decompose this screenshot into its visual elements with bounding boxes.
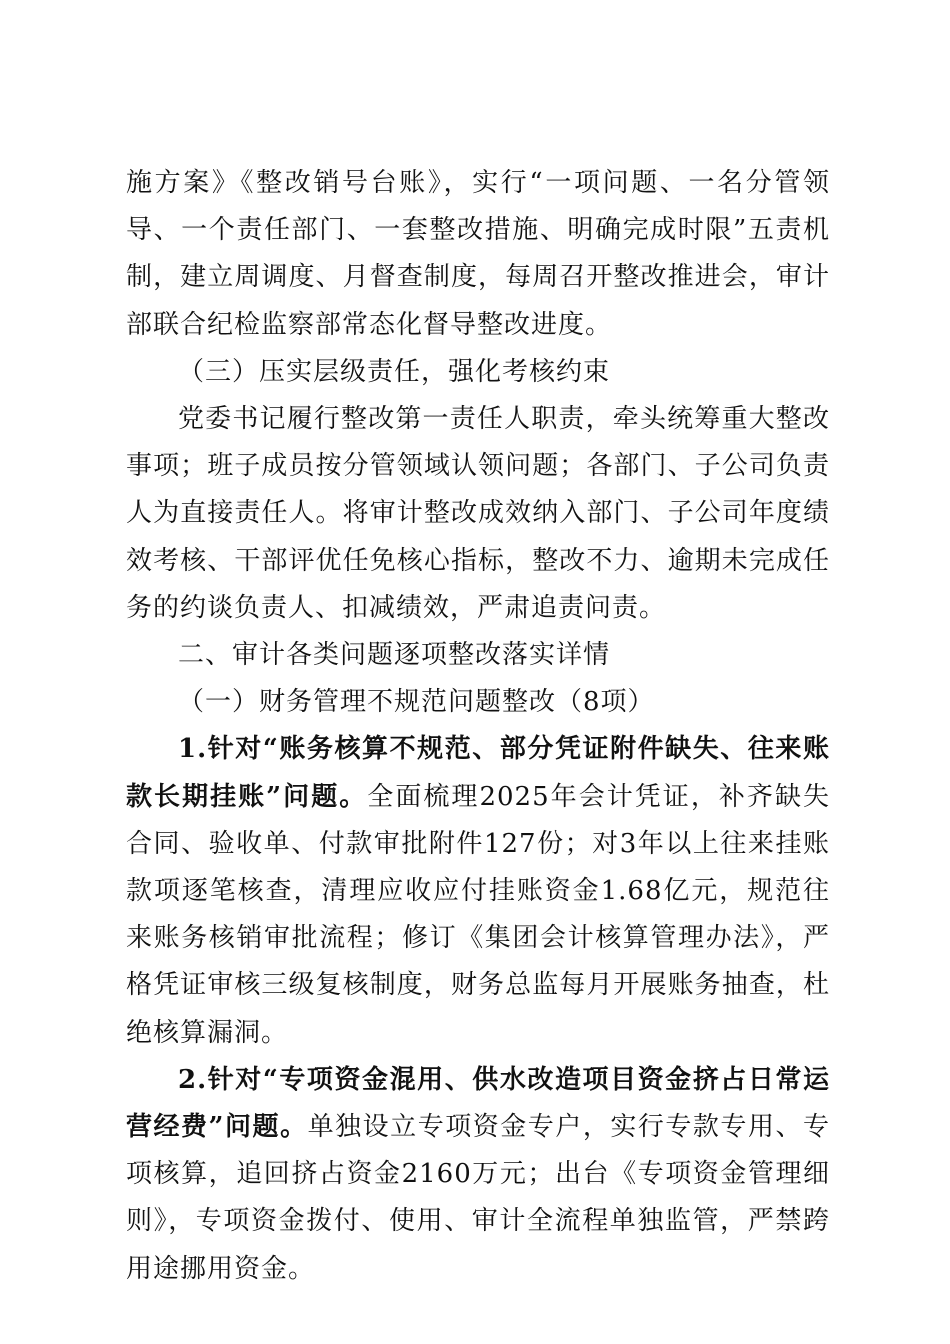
section-heading-3 [126, 349, 830, 396]
paragraph-continuation [126, 160, 830, 349]
heading-text: 二、审计各类问题逐项整改落实详情 [178, 640, 611, 671]
paragraph-text: 党委书记履行整改第一责任人职责，牵头统筹重大整改事项；班子成员按分管领域认领问题；各部门、子公司负责人为直接责任人。将审计整改成效纳入部门、子公司年度绩效考核、干部评优任免核心指标，整改不力、逾期未完成任务的约谈负责人、扣减绩效，严肃追责问责。 [126, 404, 830, 623]
item-lead-bold: 2.针对“专项资金混用、供水改造项目资金挤占日常运营经费”问题。 [126, 1064, 830, 1143]
subsection-heading-1 [126, 679, 830, 726]
item-text: 单独设立专项资金专户，实行专款专用、专项核算，追回挤占资金2160万元；出台《专项资金管理细则》，专项资金拨付、使用、审计全流程单独监管，严禁跨用途挪用资金。 [126, 1112, 830, 1284]
chapter-heading-2 [126, 632, 830, 679]
item-text: 全面梳理2025年会计凭证，补齐缺失合同、验收单、付款审批附件127份；对3年以上往来挂账款项逐笔核查，清理应收应付挂账资金1.68亿元，规范往来账务核销审批流程；修订《集团会计核算管理办法》，严格凭证审核三级复核制度，财务总监每月开展账务抽查，杜绝核算漏洞。 [126, 781, 830, 1048]
item-2-paragraph [126, 1057, 830, 1293]
paragraph-text: 施方案》《整改销号台账》，实行“一项问题、一名分管领导、一个责任部门、一套整改措施、明确完成时限”五责机制，建立周调度、月督查制度，每周召开整改推进会，审计部联合纪检监察部常态化督导整改进度。 [126, 168, 830, 340]
heading-text: （三）压实层级责任，强化考核约束 [178, 356, 611, 387]
heading-text: （一）财务管理不规范问题整改（8项） [178, 687, 655, 718]
paragraph-responsibility [126, 396, 830, 632]
document-body [126, 160, 830, 1293]
item-lead-bold: 1.针对“账务核算不规范、部分凭证附件缺失、往来账款长期挂账”问题。 [126, 734, 830, 812]
item-1-paragraph [126, 726, 830, 1056]
